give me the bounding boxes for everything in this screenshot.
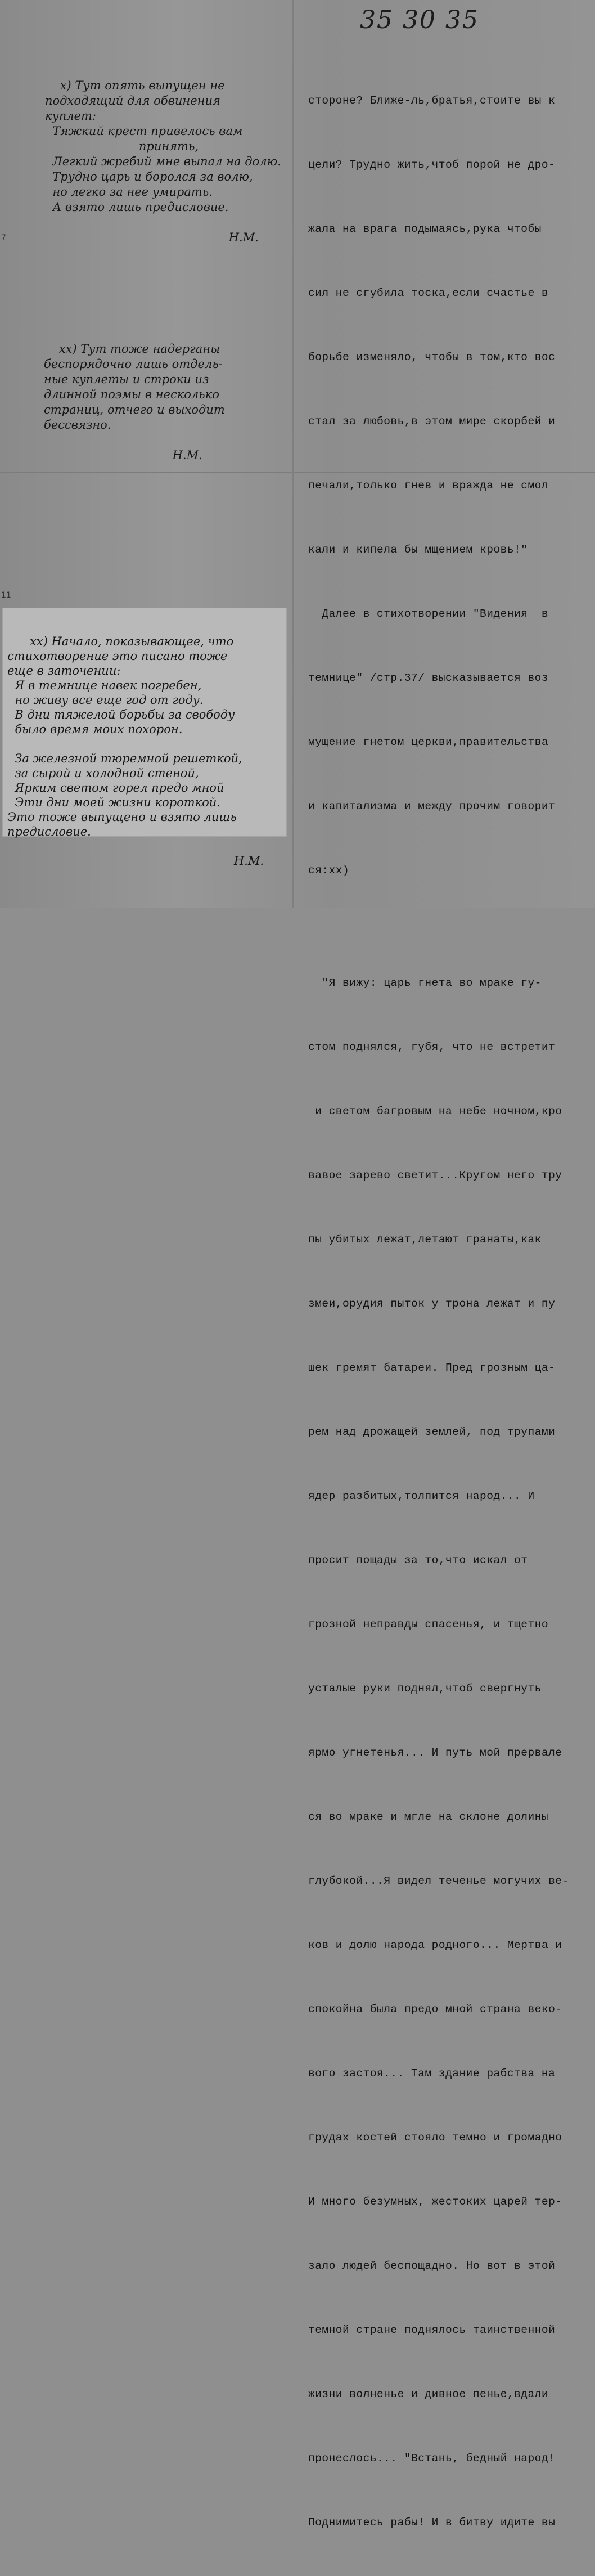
typed-line: темнице" /стр.37/ высказывается воз bbox=[308, 672, 549, 684]
typed-line: Далее в стихотворении "Видения в bbox=[308, 608, 549, 620]
typed-line: вавое зарево светит...Кругом него тру bbox=[308, 1169, 562, 1182]
paper-fold bbox=[292, 0, 294, 908]
typed-line: "Я вижу: царь гнета во мраке гу- bbox=[308, 977, 542, 989]
note-signature: Н.М. bbox=[233, 854, 264, 868]
margin-mark: 11 bbox=[1, 591, 11, 600]
typed-line: глубокой...Я видел теченье могучих ве- bbox=[308, 1875, 569, 1887]
typed-line: И много безумных, жестоких царей тер- bbox=[308, 2196, 562, 2208]
typed-line: ся:хх) bbox=[308, 864, 350, 877]
note-text: хх) Начало, показывающее, что стихотворение это писано тоже еще в заточении: Я в темнице навек погребен, но живу все еще год от году. В дни тяжелой борьбы за свободу было время моих похорон. За железной тюремной решеткой, за сырой и холодной стеной, Ярким светом горел предо мной Эти дни моей жизни короткой. Это тоже выпущено и взято лишь предисловие. bbox=[7, 635, 242, 838]
typed-line: и светом багровым на небе ночном,кро bbox=[308, 1105, 562, 1118]
typed-line: просит пощады за то,что искал от bbox=[308, 1554, 528, 1567]
typed-line: грозной неправды спасенья, и тщетно bbox=[308, 1618, 549, 1631]
typed-line: печали,только гнев и вражда не смол bbox=[308, 479, 549, 492]
note-signature: Н.М. bbox=[172, 448, 202, 462]
handwritten-page-number: 35 30 35 bbox=[360, 6, 479, 34]
typed-line: ядер разбитых,толпится народ... И bbox=[308, 1490, 535, 1502]
typed-line: жала на врага подымаясь,рука чтобы bbox=[308, 223, 542, 235]
handwritten-note-3 bbox=[3, 608, 286, 897]
typed-line: грудах костей стояло темно и громадно bbox=[308, 2131, 562, 2144]
typed-line: Поднимитесь рабы! И в битву идите вы bbox=[308, 2516, 556, 2529]
typed-line: жизни волненье и дивное пенье,вдали bbox=[308, 2388, 549, 2400]
handwritten-note-1 bbox=[45, 63, 281, 276]
typed-line: и капитализма и между прочим говорит bbox=[308, 800, 556, 813]
typed-line: шек гремят батареи. Пред грозным ца- bbox=[308, 1362, 556, 1374]
note-text: х) Тут опять выпущен не подходящий для обвинения куплет: Тяжкий крест привелось вам принять, Легкий жребий мне выпал на долю. Трудно царь и боролся за волю, но легко за нее умирать. А взято лишь предисловие. bbox=[45, 79, 281, 214]
note-text: хх) Тут тоже надерганы беспорядочно лишь отдель- ные куплеты и строки из длинной поэмы в несколько страниц, отчего и выходит бессвязно. bbox=[44, 342, 225, 432]
paragraph-gap bbox=[308, 924, 584, 930]
typed-line: зало людей беспощадно. Но вот в этой bbox=[308, 2260, 556, 2272]
typed-line: ся во мраке и мгле на склоне долины bbox=[308, 1811, 549, 1823]
typed-line: змеи,орудия пыток у трона лежат и пу bbox=[308, 1298, 556, 1310]
typed-line: стал за любовь,в этом мире скорбей и bbox=[308, 415, 556, 428]
typed-line: сил не сгубила тоска,если счастье в bbox=[308, 287, 549, 299]
typed-line: борьбе изменяло, чтобы в том,кто вос bbox=[308, 351, 556, 363]
typed-line: кали и кипела бы мщением кровь!" bbox=[308, 544, 528, 556]
typed-line: рем над дрожащей землей, под трупами bbox=[308, 1426, 556, 1438]
typed-line: ков и долю народа родного... Мертва и bbox=[308, 1939, 562, 1951]
typed-line: спокойна была предо мной страна веко- bbox=[308, 2003, 562, 2016]
typed-line: усталые руки поднял,чтоб свергнуть bbox=[308, 1682, 542, 1695]
pasted-note-slip bbox=[2, 608, 287, 868]
typed-line: цели? Трудно жить,чтоб порой не дро- bbox=[308, 159, 556, 171]
handwritten-note-2 bbox=[44, 326, 225, 493]
note-signature: Н.М. bbox=[228, 231, 259, 244]
margin-mark: 7 bbox=[1, 234, 6, 243]
typed-line: темной стране поднялось таинственной bbox=[308, 2324, 556, 2336]
typed-line: вого застоя... Там здание рабства на bbox=[308, 2067, 556, 2080]
typed-line: ярмо угнетенья... И путь мой прервале bbox=[308, 1747, 562, 1759]
typed-line: пы убитых лежат,летают гранаты,как bbox=[308, 1233, 542, 1246]
typed-line: стороне? Ближе-ль,братья,стоите вы к bbox=[308, 95, 556, 107]
typed-line: мущение гнетом церкви,правительства bbox=[308, 736, 549, 748]
typewritten-text bbox=[308, 47, 584, 2576]
typed-line: пронеслось... "Встань, бедный народ! bbox=[308, 2452, 556, 2465]
typed-line: стом поднялся, губя, что не встретит bbox=[308, 1041, 556, 1053]
